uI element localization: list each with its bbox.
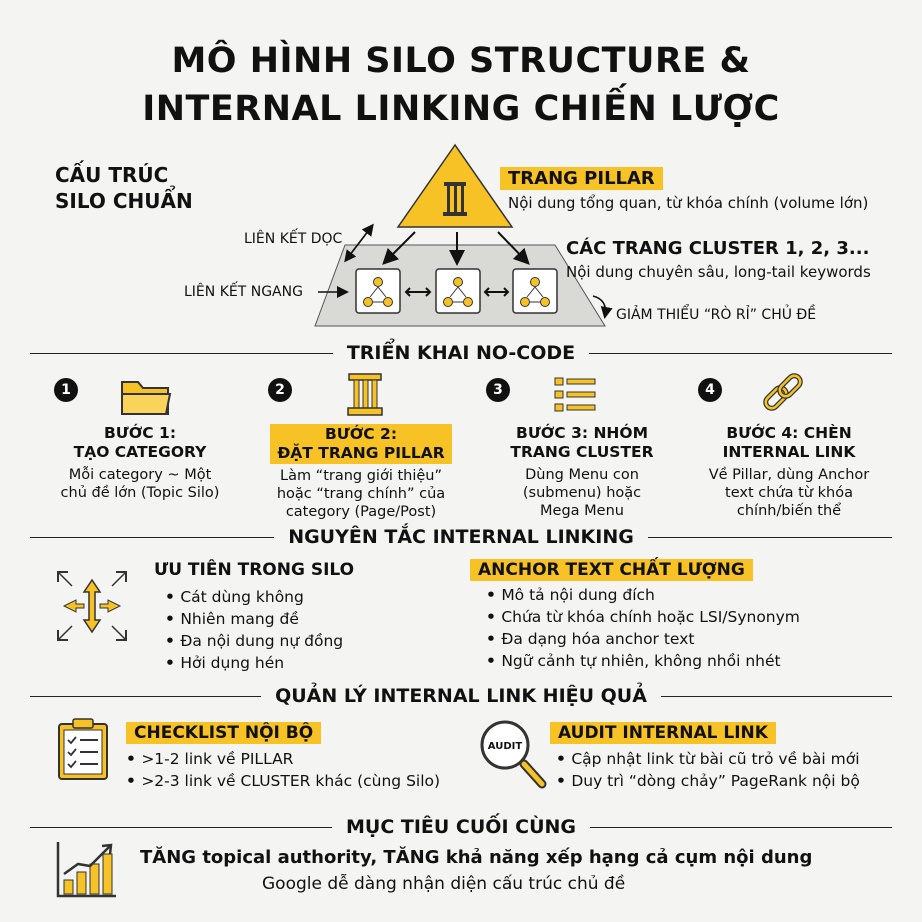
checklist-title: CHECKLIST NỘI BỘ [126,722,321,744]
step-3: BƯỚC 3: NHÓM TRANG CLUSTER Dùng Menu con (submenu) hoặc Mega Menu [510,424,654,519]
reduce-leak-label: GIẢM THIỂU “RÒ RỈ” CHỦ ĐỀ [616,307,817,323]
silo-arrows-icon [54,568,130,644]
audit-badge: AUDIT [487,741,523,752]
list-item: • >2-3 link về CLUSTER khác (cùng Silo) [126,770,440,792]
list-icon [553,375,597,415]
vertical-link-label: LIÊN KẾT DỌC [244,231,343,247]
step-1-number: 1 [54,378,78,402]
pillar-icon [345,372,385,418]
growth-chart-icon [54,838,120,900]
list-item: • Cập nhật link từ bài cũ trỏ về bài mới [556,748,860,770]
list-item: • Cát dùng không [165,586,343,608]
audit-list [556,748,860,792]
audit-title: AUDIT INTERNAL LINK [550,722,776,744]
page-title-line1: MÔ HÌNH SILO STRUCTURE & [171,41,751,81]
silo-label: CẤU TRÚC SILO CHUẨN [55,163,193,213]
goal-line1: TĂNG topical authority, TĂNG khả năng xếp hạng cả cụm nội dung [140,847,813,868]
anchor-list [486,584,800,672]
goal-heading: MỤC TIÊU CUỐI CÙNG [30,814,892,840]
clipboard-icon [56,716,112,782]
pillar-desc: Nội dung tổng quan, từ khóa chính (volume lớn) [508,194,869,212]
horizontal-link-label: LIÊN KẾT NGANG [184,284,303,300]
link-chain-icon [760,372,806,418]
cluster-box-3 [513,269,557,313]
cluster-box-2 [436,269,480,313]
principles-heading: NGUYÊN TẮC INTERNAL LINKING [30,524,892,550]
manage-heading: QUẢN LÝ INTERNAL LINK HIỆU QUẢ [30,683,892,709]
list-item: • Hởi dụng hén [165,652,343,674]
priority-list [165,586,343,674]
list-item: • Duy trì “dòng chảy” PageRank nội bộ [556,770,860,792]
step-4-number: 4 [698,378,722,402]
step-3-number: 3 [486,378,510,402]
list-item: • Đa nội dung nự đồng [165,630,343,652]
step-4: BƯỚC 4: CHÈN INTERNAL LINK Về Pillar, dùng Anchor text chứa từ khóa chính/biến thể [708,424,870,519]
priority-title: ƯU TIÊN TRONG SILO [154,560,355,580]
cluster-box-1 [356,269,400,313]
list-item: • >1-2 link về PILLAR [126,748,440,770]
cluster-desc: Nội dung chuyên sâu, long-tail keywords [566,263,871,281]
list-item: • Mô tả nội dung đích [486,584,800,606]
silo-diagram [0,0,922,360]
list-item: • Ngữ cảnh tự nhiên, không nhồi nhét [486,650,800,672]
step-2-number: 2 [268,378,292,402]
step-1: BƯỚC 1: TẠO CATEGORY Mỗi category ~ Một chủ đề lớn (Topic Silo) [60,424,220,501]
checklist-list [126,748,440,792]
list-item: • Đa dạng hóa anchor text [486,628,800,650]
folder-icon [118,374,174,418]
audit-magnifier-icon [478,718,548,792]
step-2: BƯỚC 2: ĐẶT TRANG PILLAR Làm “trang giới thiệu” hoặc “trang chính” của category (Page/Post) [270,424,452,521]
anchor-title: ANCHOR TEXT CHẤT LƯỢNG [470,559,753,581]
cluster-title: CÁC TRANG CLUSTER 1, 2, 3... [566,238,870,259]
list-item: • Chứa từ khóa chính hoặc LSI/Synonym [486,606,800,628]
goal-line2: Google dễ dàng nhận diện cấu trúc chủ đề [262,874,626,894]
pillar-title: TRANG PILLAR [500,167,663,190]
page-title-line2: INTERNAL LINKING CHIẾN LƯỢC [142,89,780,129]
list-item: • Nhiên mang đề [165,608,343,630]
deploy-heading: TRIỂN KHAI NO-CODE [30,340,892,366]
